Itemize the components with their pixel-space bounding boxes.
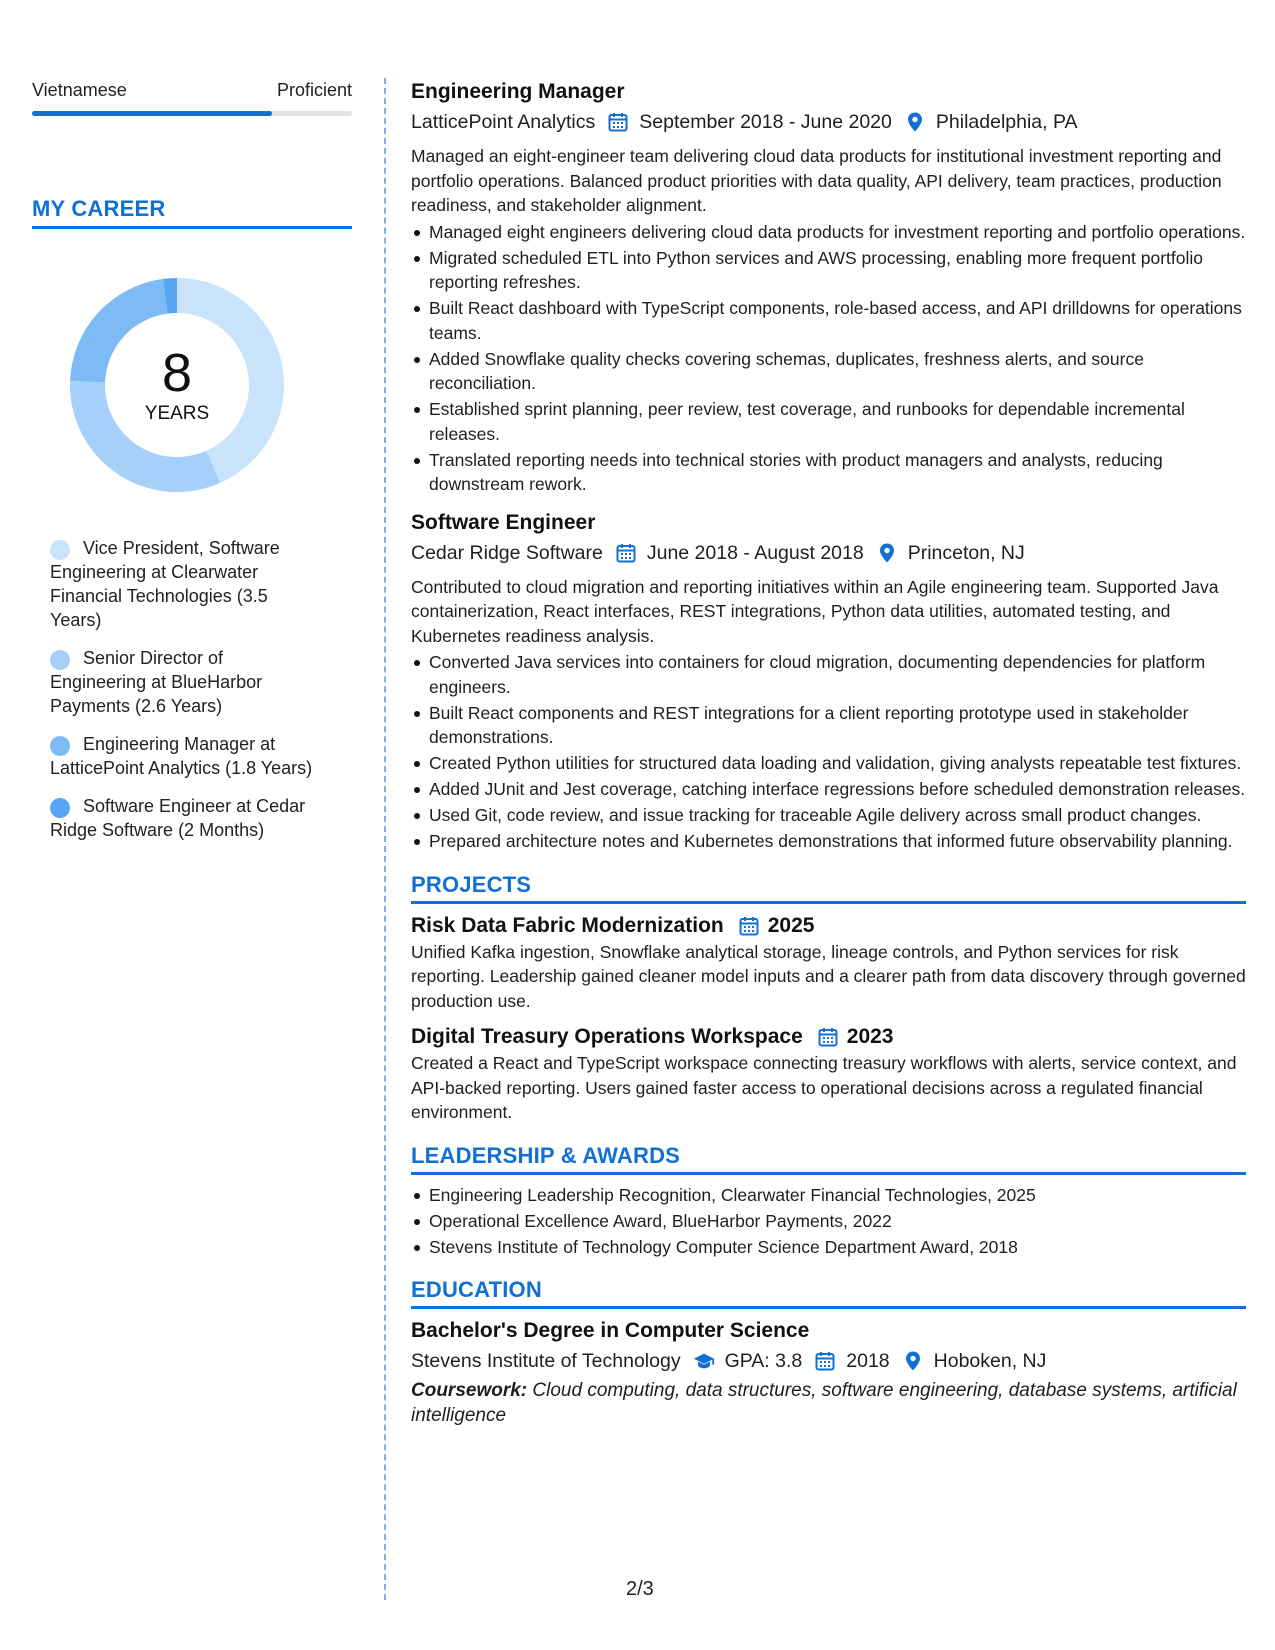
job-bullet: Added Snowflake quality checks covering schemas, duplicates, freshness alerts, and source reconciliation.: [411, 347, 1246, 396]
legend-dot: [50, 798, 70, 818]
job-bullets: [411, 220, 1246, 497]
job-summary: Contributed to cloud migration and reporting initiatives within an Agile engineering team. Supported Java containerization, React interfaces, REST integrations, Python data utilities, automated testing, and Kubernetes readiness analysis.: [411, 576, 1219, 646]
award-item: Operational Excellence Award, BlueHarbor Payments, 2022: [411, 1209, 1246, 1234]
project-description: Created a React and TypeScript workspace connecting treasury workflows with alerts, service context, and API-backed reporting. Users gained faster access to operational decisions across a regulated financial environment.: [411, 1053, 1237, 1122]
calendar-icon: [615, 542, 637, 564]
coursework: [411, 1379, 1246, 1428]
project-title: [411, 1023, 1246, 1051]
left-column: [32, 80, 352, 840]
job-bullet: Converted Java services into containers for cloud migration, documenting dependencies for platform engineers.: [411, 650, 1246, 699]
project-entry: [411, 1023, 1246, 1125]
education-meta: [411, 1347, 1246, 1375]
project-title: [411, 912, 1246, 940]
calendar-icon: [738, 915, 760, 937]
award-item: Stevens Institute of Technology Computer Science Department Award, 2018: [411, 1235, 1246, 1260]
job-entry: [411, 78, 1246, 497]
gpa: GPA: 3.8: [724, 1350, 803, 1372]
projects-section-title: PROJECTS: [411, 872, 1246, 904]
language-row: [32, 80, 352, 101]
job-bullet: Used Git, code review, and issue tracking for traceable Agile delivery across small product changes.: [411, 803, 1246, 828]
column-divider: [384, 78, 386, 1600]
awards-section-title: LEADERSHIP & AWARDS: [411, 1143, 1246, 1175]
language-proficiency-fill: [32, 111, 272, 116]
legend-label: Software Engineer at Cedar Ridge Software (2 Months): [50, 796, 306, 840]
calendar-icon: [607, 111, 629, 133]
map-pin-icon: [876, 542, 898, 564]
project-year: 2025: [767, 913, 815, 937]
map-pin-icon: [902, 1350, 924, 1372]
job-location: Princeton, NJ: [907, 541, 1025, 564]
job-dates: June 2018 - August 2018: [646, 541, 864, 564]
right-column: [411, 78, 1246, 1428]
job-company: Cedar Ridge Software: [411, 541, 603, 564]
career-legend: [50, 536, 320, 856]
coursework-text: Cloud computing, data structures, software engineering, database systems, artificial intelligence: [411, 1380, 1237, 1426]
job-bullet: Added JUnit and Jest coverage, catching interface regressions before scheduled demonstration releases.: [411, 777, 1246, 802]
job-bullet: Translated reporting needs into technical stories with product managers and analysts, reducing downstream rework.: [411, 448, 1246, 497]
career-section-title: MY CAREER: [32, 196, 352, 229]
awards-list: [411, 1183, 1246, 1260]
job-bullet: Migrated scheduled ETL into Python services and AWS processing, enabling more frequent portfolio reporting refreshes.: [411, 246, 1246, 295]
project-year: 2023: [846, 1025, 894, 1048]
legend-dot: [50, 650, 70, 670]
legend-item: [50, 732, 320, 780]
job-entry: [411, 509, 1246, 854]
legend-item: [50, 536, 320, 632]
job-bullet: Managed eight engineers delivering cloud data products for investment reporting and portfolio operations.: [411, 220, 1246, 245]
job-bullet: Established sprint planning, peer review, test coverage, and runbooks for dependable incremental releases.: [411, 397, 1246, 446]
job-bullet: Created Python utilities for structured data loading and validation, giving analysts repeatable test fixtures.: [411, 751, 1246, 776]
job-bullets: [411, 650, 1246, 854]
project-name: Risk Data Fabric Modernization: [411, 913, 724, 937]
donut-center-label: [64, 272, 290, 498]
legend-dot: [50, 736, 70, 756]
job-title: Software Engineer: [411, 510, 596, 534]
project-name: Digital Treasury Operations Workspace: [411, 1025, 803, 1048]
degree-title: Bachelor's Degree in Computer Science: [411, 1319, 810, 1342]
language-proficiency-bar: [32, 111, 352, 116]
school-name: Stevens Institute of Technology: [411, 1350, 681, 1372]
school-location: Hoboken, NJ: [933, 1350, 1047, 1372]
job-meta: [411, 539, 1246, 567]
education-section-title: EDUCATION: [411, 1277, 1246, 1309]
job-title: Engineering Manager: [411, 80, 625, 103]
job-bullet: Prepared architecture notes and Kubernetes demonstrations that informed future observability planning.: [411, 829, 1246, 854]
legend-item: [50, 794, 320, 842]
legend-item: [50, 646, 320, 718]
calendar-icon: [814, 1350, 836, 1372]
job-bullet: Built React components and REST integrations for a client reporting prototype used in stakeholder demonstrations.: [411, 701, 1246, 750]
project-description: Unified Kafka ingestion, Snowflake analytical storage, lineage controls, and Python services for risk reporting. Leadership gained cleaner model inputs and a clearer path from data discovery through governed production use.: [411, 941, 1246, 1011]
job-company: LatticePoint Analytics: [411, 111, 596, 133]
job-summary: Managed an eight-engineer team delivering cloud data products for institutional investment reporting and portfolio operations. Balanced product priorities with data quality, API delivery, team practices, production readiness, and stakeholder alignment.: [411, 146, 1222, 215]
job-meta: [411, 108, 1246, 136]
page-number: 2/3: [626, 1578, 654, 1600]
career-total-number: 8: [161, 343, 193, 403]
map-pin-icon: [904, 111, 926, 133]
career-total-unit: YEARS: [144, 403, 210, 424]
graduation-cap-icon: [693, 1350, 715, 1372]
coursework-label: Coursework:: [411, 1380, 528, 1401]
job-bullet: Built React dashboard with TypeScript components, role-based access, and API drilldowns for operations teams.: [411, 296, 1246, 345]
award-item: Engineering Leadership Recognition, Clearwater Financial Technologies, 2025: [411, 1183, 1246, 1208]
project-entry: [411, 912, 1246, 1014]
job-location: Philadelphia, PA: [935, 111, 1078, 133]
legend-label: Engineering Manager at LatticePoint Analytics (1.8 Years): [50, 734, 313, 778]
legend-label: Vice President, Software Engineering at Clearwater Financial Technologies (3.5 Years): [50, 538, 280, 630]
graduation-year: 2018: [846, 1350, 890, 1372]
language-level: Proficient: [276, 80, 352, 100]
language-name: Vietnamese: [32, 80, 127, 100]
calendar-icon: [817, 1026, 839, 1048]
legend-dot: [50, 540, 70, 560]
job-dates: September 2018 - June 2020: [639, 111, 892, 133]
legend-label: Senior Director of Engineering at BlueHarbor Payments (2.6 Years): [50, 648, 263, 716]
